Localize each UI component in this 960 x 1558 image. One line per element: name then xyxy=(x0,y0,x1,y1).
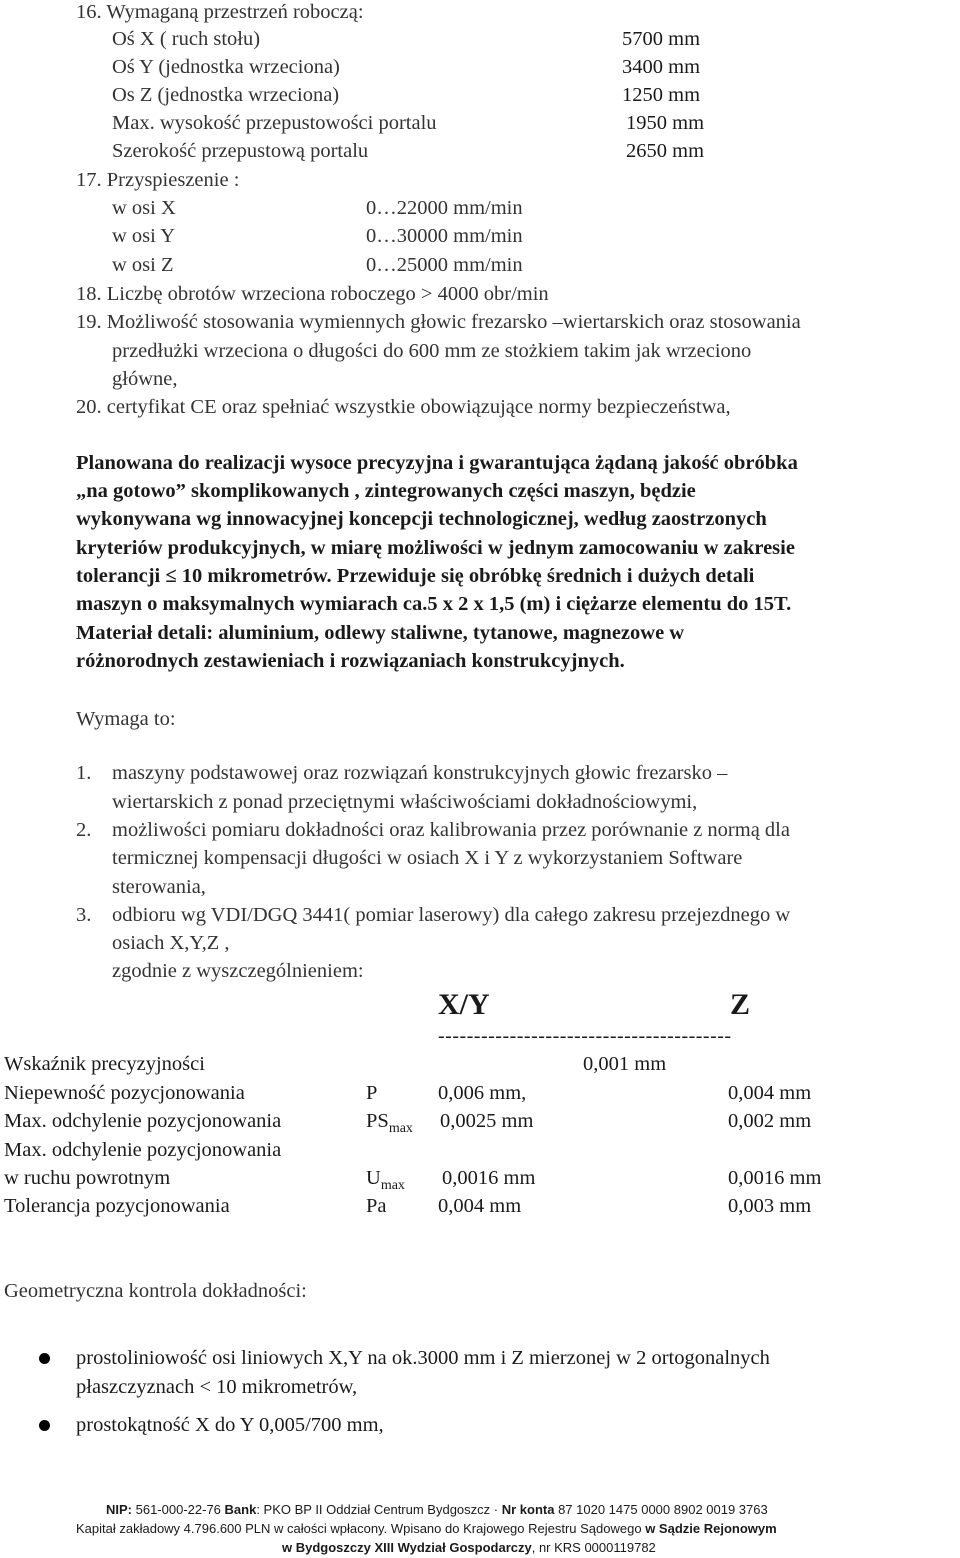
table-row-label: Niepewność pozycjonowania xyxy=(4,1082,245,1104)
requires-item2-line3: sterowania, xyxy=(112,876,206,898)
footer-bank-label: Bank xyxy=(224,1502,257,1517)
item17-label-z: w osi Z xyxy=(112,254,174,276)
geometry-heading: Geometryczna kontrola dokładności: xyxy=(4,1280,307,1302)
footer-nip-label: NIP: xyxy=(106,1502,132,1517)
requires-item3-number: 3. xyxy=(76,904,92,926)
requires-item2-line1: możliwości pomiaru dokładności oraz kalibrowania przez porównanie z normą dla xyxy=(112,819,790,841)
requires-item1-number: 1. xyxy=(76,762,92,784)
item18-text: 18. Liczbę obrotów wrzeciona roboczego > 4000 obr/min xyxy=(76,283,549,305)
footer-court: w Sądzie Rejonowym xyxy=(645,1521,777,1536)
requires-item3-line1: odbioru wg VDI/DGQ 3441( pomiar laserowy) dla całego zakresu przejezdnego w xyxy=(112,904,791,926)
table-row-symbol xyxy=(366,1166,405,1193)
table-separator: ----------------------------------------- xyxy=(438,1025,732,1047)
geometry-bullet2: prostokątność X do Y 0,005/700 mm, xyxy=(76,1414,384,1436)
footer-line3 xyxy=(282,1540,656,1555)
bold-paragraph-line: maszyn o maksymalnych wymiarach ca.5 x 2 x 1,5 (m) i ciężarze elementu do 15T. xyxy=(76,593,792,615)
item16-value-x: 5700 mm xyxy=(622,28,701,50)
table-row-symbol: P xyxy=(366,1082,378,1104)
footer-bank: : PKO BP II Oddział Centrum Bydgoszcz · xyxy=(256,1502,502,1517)
table-row-label: Wskaźnik precyzyjności xyxy=(4,1053,205,1075)
item16-value-y: 3400 mm xyxy=(622,56,701,78)
item19-line3: główne, xyxy=(112,368,178,390)
bold-paragraph-line: „na gotowo” skomplikowanych , zintegrowanych części maszyn, będzie xyxy=(76,480,696,502)
bold-paragraph-line: Planowana do realizacji wysoce precyzyjna i gwarantująca żądaną jakość obróbka xyxy=(76,452,798,474)
item16-label-width: Szerokość przepustową portalu xyxy=(112,140,369,162)
item19-line2: przedłużki wrzeciona o długości do 600 mm ze stożkiem takim jak wrzeciono xyxy=(112,340,752,362)
bold-paragraph-line: różnorodnych zestawieniach i rozwiązaniach konstrukcyjnych. xyxy=(76,650,625,672)
symbol-subscript: max xyxy=(388,1121,413,1136)
requires-item1-line1: maszyny podstawowej oraz rozwiązań konstrukcyjnych głowic frezarsko – xyxy=(112,762,728,784)
item17-value-z: 0…25000 mm/min xyxy=(366,254,523,276)
requires-heading: Wymaga to: xyxy=(76,708,176,730)
symbol-subscript: max xyxy=(380,1178,405,1193)
table-row-xy: 0,0025 mm xyxy=(440,1110,534,1132)
table-row-z: 0,0016 mm xyxy=(728,1167,822,1189)
table-header-z: Z xyxy=(730,988,751,1021)
footer-nip: 561-000-22-76 xyxy=(132,1502,225,1517)
item17-label-x: w osi X xyxy=(112,197,176,219)
item16-label-x: Oś X ( ruch stołu) xyxy=(112,28,261,50)
table-row-xy: 0,004 mm xyxy=(438,1195,522,1217)
bold-paragraph-line: kryteriów produkcyjnych, w miarę możliwości w jednym zamocowaniu w zakresie xyxy=(76,537,795,559)
table-row-xy: 0,006 mm, xyxy=(438,1082,527,1104)
table-row-z: 0,003 mm xyxy=(728,1195,812,1217)
item19-line1: 19. Możliwość stosowania wymiennych głowic frezarsko –wiertarskich oraz stosowania xyxy=(76,311,801,333)
table-row-z: 0,004 mm xyxy=(728,1082,812,1104)
footer-konto-label: Nr konta xyxy=(501,1502,555,1517)
requires-item3-line3: zgodnie z wyszczególnieniem: xyxy=(112,960,364,982)
footer-line1 xyxy=(106,1502,768,1517)
bullet-icon xyxy=(39,1353,50,1364)
item16-title: 16. Wymaganą przestrzeń roboczą: xyxy=(76,1,364,23)
table-row-symbol: Pa xyxy=(366,1195,387,1217)
bold-paragraph-line: Materiał detali: aluminium, odlewy staliwne, tytanowe, magnezowe w xyxy=(76,622,685,644)
requires-item3-line2: osiach X,Y,Z , xyxy=(112,932,230,954)
item16-label-z: Os Z (jednostka wrzeciona) xyxy=(112,84,340,106)
item17-label-y: w osi Y xyxy=(112,225,176,247)
bullet-icon xyxy=(39,1420,50,1431)
table-row-symbol xyxy=(366,1109,413,1136)
bold-paragraph-line: tolerancji ≤ 10 mikrometrów. Przewiduje się obróbkę średnich i dużych detali xyxy=(76,565,755,587)
footer-capital: Kapitał zakładowy 4.796.600 PLN w całości wpłacony. Wpisano do Krajowego Rejestru Sądowego xyxy=(76,1521,646,1536)
item16-label-height: Max. wysokość przepustowości portalu xyxy=(112,112,437,134)
table-row-label: Max. odchylenie pozycjonowania xyxy=(4,1139,282,1161)
geometry-bullet1-line1: prostoliniowość osi liniowych X,Y na ok.3000 mm i Z mierzonej w 2 ortogonalnych xyxy=(76,1347,770,1369)
table-row-label: Tolerancja pozycjonowania xyxy=(4,1195,230,1217)
symbol-main: PS xyxy=(366,1110,389,1132)
item17-value-y: 0…30000 mm/min xyxy=(366,225,523,247)
symbol-main: U xyxy=(366,1167,381,1189)
table-header-xy: X/Y xyxy=(438,988,490,1021)
table-row-label: Max. odchylenie pozycjonowania xyxy=(4,1110,282,1132)
item16-value-z: 1250 mm xyxy=(622,84,701,106)
requires-item2-number: 2. xyxy=(76,819,92,841)
table-row-label: w ruchu powrotnym xyxy=(4,1167,171,1189)
item17-title: 17. Przyspieszenie : xyxy=(76,169,240,191)
item17-value-x: 0…22000 mm/min xyxy=(366,197,523,219)
table-row-z: 0,002 mm xyxy=(728,1110,812,1132)
item16-value-width: 2650 mm xyxy=(626,140,705,162)
geometry-bullet1-line2: płaszczyznach < 10 mikrometrów, xyxy=(76,1376,358,1398)
footer-krs: , nr KRS 0000119782 xyxy=(531,1540,656,1555)
footer-konto: 87 1020 1475 0000 8902 0019 3763 xyxy=(554,1502,768,1517)
item16-label-y: Oś Y (jednostka wrzeciona) xyxy=(112,56,340,78)
item20-text: 20. certyfikat CE oraz spełniać wszystkie obowiązujące normy bezpieczeństwa, xyxy=(76,396,731,418)
footer-department: w Bydgoszczy XIII Wydział Gospodarczy xyxy=(282,1540,532,1555)
bold-paragraph-line: wykonywana wg innowacyjnej koncepcji technologicznej, według zaostrzonych xyxy=(76,508,767,530)
footer-line2 xyxy=(76,1521,777,1536)
requires-item1-line2: wiertarskich z ponad przeciętnymi właściwościami dokładnościowymi, xyxy=(112,791,698,813)
table-row-xy: 0,0016 mm xyxy=(442,1167,536,1189)
requires-item2-line2: termicznej kompensacji długości w osiach X i Y z wykorzystaniem Software xyxy=(112,847,743,869)
table-row-xy: 0,001 mm xyxy=(583,1053,667,1075)
item16-value-height: 1950 mm xyxy=(626,112,705,134)
